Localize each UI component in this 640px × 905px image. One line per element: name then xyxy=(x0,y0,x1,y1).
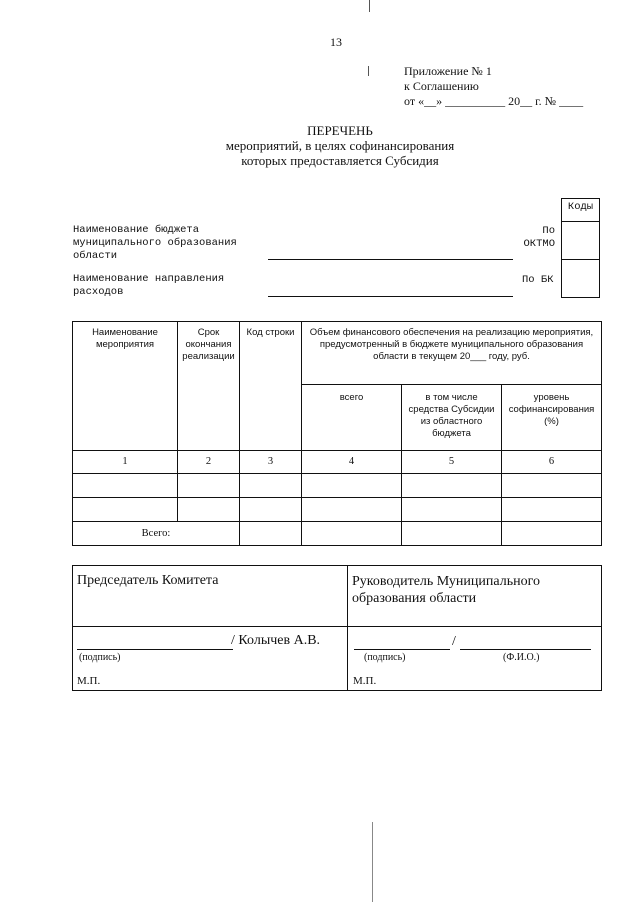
title-line-3: которых предоставляется Субсидия xyxy=(241,153,439,168)
table-cell[interactable] xyxy=(240,498,302,522)
appendix-line-3: от «__» __________ 20__ г. № ____ xyxy=(404,94,584,108)
budget-name-underline xyxy=(268,259,513,260)
table-cell[interactable] xyxy=(502,522,602,546)
table-cell[interactable] xyxy=(178,498,240,522)
table-column-numbers-row xyxy=(73,451,602,474)
table-header-row xyxy=(73,322,602,385)
budget-label-line-2: муниципального образования xyxy=(73,237,237,249)
title-line-2: мероприятий, в целях софинансирования xyxy=(225,138,455,153)
bk-label: По БК xyxy=(522,274,554,286)
left-signature-line xyxy=(77,649,233,650)
table-cell[interactable] xyxy=(178,474,240,498)
right-signature-caption: (подпись) xyxy=(364,652,406,663)
header-funding-group: Объем финансового обеспечения на реализацию мероприятия, предусмотренный в бюджете муниципального образования области в текущем 20___ году, руб. xyxy=(302,322,602,385)
okato-code-cell xyxy=(561,221,600,260)
left-stamp-label: М.П. xyxy=(77,675,101,687)
table-row xyxy=(73,498,602,522)
column-number-3: 3 xyxy=(240,451,302,474)
column-number-1: 1 xyxy=(73,451,178,474)
document-title xyxy=(160,123,520,168)
okato-label-line-1: По xyxy=(542,225,555,237)
left-signer-name: / Колычев А.В. xyxy=(231,633,321,648)
total-label: Всего: xyxy=(73,522,240,546)
signature-divider xyxy=(347,565,348,691)
table-cell[interactable] xyxy=(402,522,502,546)
right-fio-line xyxy=(460,649,591,650)
table-cell[interactable] xyxy=(73,474,178,498)
okato-label xyxy=(519,225,555,251)
column-number-2: 2 xyxy=(178,451,240,474)
appendix-line-2: к Соглашению xyxy=(404,79,479,93)
direction-label-line-2: расходов xyxy=(73,286,124,298)
bk-code-cell xyxy=(561,259,600,298)
table-row xyxy=(73,474,602,498)
budget-label-line-1: Наименование бюджета xyxy=(73,224,200,236)
activities-table xyxy=(72,321,602,546)
header-deadline: Срок окончания реализации xyxy=(178,322,240,451)
column-number-5: 5 xyxy=(402,451,502,474)
header-subsidy: в том числе средства Субсидии из областного бюджета xyxy=(402,385,502,451)
table-cell[interactable] xyxy=(302,522,402,546)
table-cell[interactable] xyxy=(240,522,302,546)
header-total: всего xyxy=(302,385,402,451)
table-total-row xyxy=(73,522,602,546)
right-signer-title-text: Руководитель Муниципального образования области xyxy=(352,574,540,606)
direction-label xyxy=(73,273,224,299)
signature-row-divider xyxy=(72,626,602,627)
column-number-6: 6 xyxy=(502,451,602,474)
left-signature-caption: (подпись) xyxy=(79,652,121,663)
title-heading: ПЕРЕЧЕНЬ xyxy=(307,123,373,138)
direction-label-line-1: Наименование направления xyxy=(73,273,225,285)
table-cell[interactable] xyxy=(302,474,402,498)
table-cell[interactable] xyxy=(73,498,178,522)
header-activity-name: Наименование мероприятия xyxy=(73,322,178,451)
header-row-code: Код строки xyxy=(240,322,302,451)
right-fio-caption: (Ф.И.О.) xyxy=(503,652,540,663)
appendix-block xyxy=(404,64,583,109)
table-cell[interactable] xyxy=(302,498,402,522)
right-signer-title xyxy=(352,573,592,607)
column-number-4: 4 xyxy=(302,451,402,474)
budget-name-label xyxy=(73,224,237,263)
table-cell[interactable] xyxy=(502,498,602,522)
okato-label-line-2: ОКТМО xyxy=(523,238,555,250)
codes-header: Коды xyxy=(567,201,594,213)
table-cell[interactable] xyxy=(240,474,302,498)
direction-underline xyxy=(268,296,513,297)
appendix-line-1: Приложение № 1 xyxy=(404,64,492,78)
header-cofinancing-level: уровень софинансирования (%) xyxy=(502,385,602,451)
binding-mark-bottom xyxy=(372,822,373,902)
table-cell[interactable] xyxy=(402,498,502,522)
table-cell[interactable] xyxy=(402,474,502,498)
table-cell[interactable] xyxy=(502,474,602,498)
page-number: 13 xyxy=(330,35,342,49)
budget-label-line-3: области xyxy=(73,250,118,262)
right-slash: / xyxy=(452,634,456,649)
left-signer-title: Председатель Комитета xyxy=(77,573,219,588)
binding-mark-mid xyxy=(368,66,369,76)
binding-mark-top xyxy=(369,0,370,12)
right-signature-line xyxy=(354,649,450,650)
right-stamp-label: М.П. xyxy=(353,675,377,687)
codes-header-cell xyxy=(561,198,600,222)
